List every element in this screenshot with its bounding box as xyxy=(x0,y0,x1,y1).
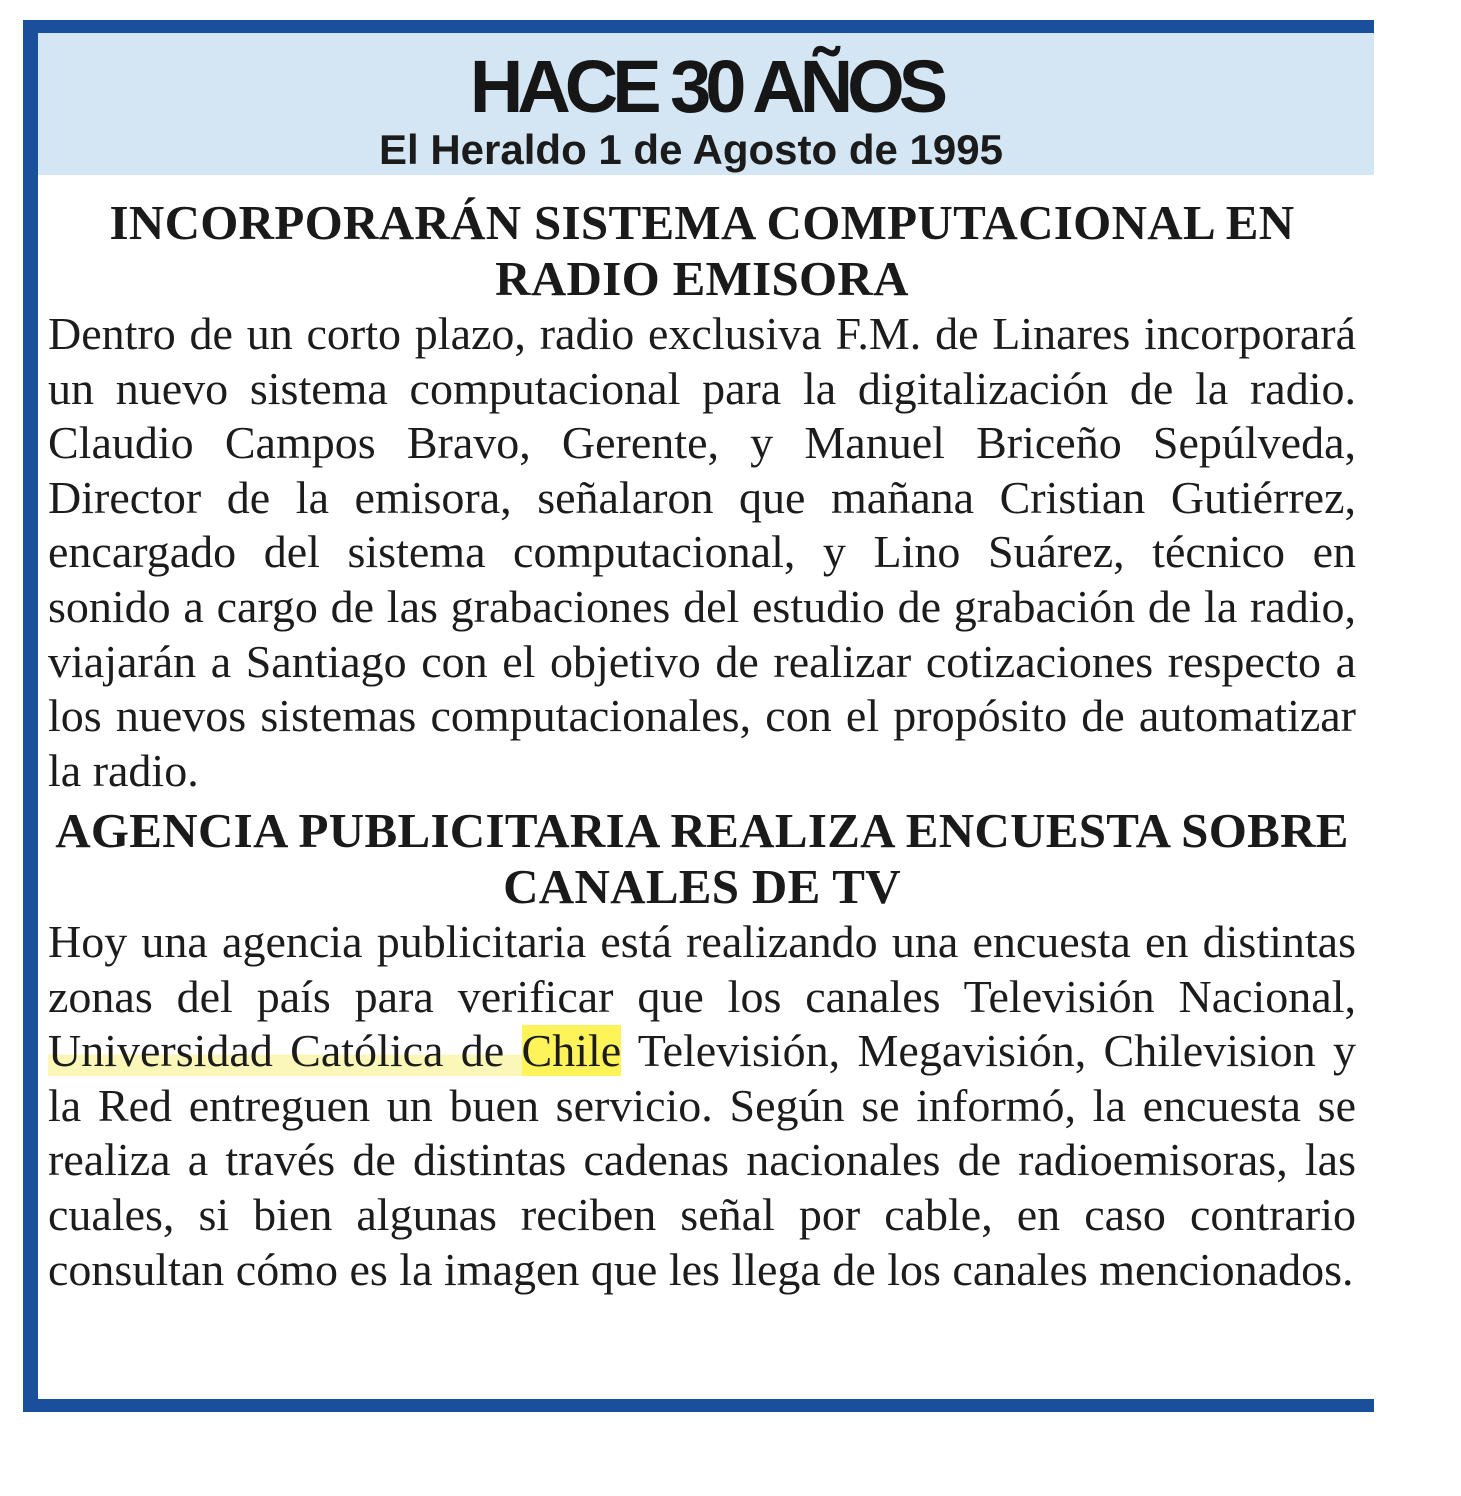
article-headline: INCORPORARÁN SISTEMA COMPUTACIONAL EN RADIO EMISORA xyxy=(109,195,1295,306)
article-tv xyxy=(48,803,1356,1297)
article-body: Dentro de un corto plazo, radio exclusiva F.M. de Linares incorporará un nuevo sistema computacional para la digitalización de la radio. Claudio Campos Bravo, Gerente, y Manuel Briceño Sepúlveda, Director de la emisora, señalaron que mañana Cristian Gutiérrez, encargado del sistema computacional, y Lino Suárez, técnico en sonido a cargo de las grabaciones del estudio de grabación de la radio, viajarán a Santiago con el objetivo de realizar cotizaciones respecto a los nuevos sistemas computacionales, con el propósito de automatizar la radio. xyxy=(48,308,1356,796)
news-box xyxy=(23,20,1374,1412)
article-headline: AGENCIA PUBLICITARIA REALIZA ENCUESTA SOBRE CANALES DE TV xyxy=(55,803,1349,914)
body-text: Hoy una agencia publicitaria está realizando una encuesta en distintas zonas del país para verificar que los canales Televisión Nacional, xyxy=(48,916,1356,1022)
article-radio xyxy=(48,195,1356,798)
highlighted-text-strong: Chile xyxy=(521,1025,622,1077)
body-text: Televisión, Megavisión, Chilevision y la Red entreguen un buen servicio. Según se informó, la encuesta se realiza a través de distintas cadenas nacionales de radioemisoras, las cuales, si bien algunas reciben señal por cable, en caso contrario consultan cómo es la imagen que les llega de los canales mencionados. xyxy=(48,1025,1356,1295)
highlighted-text: Universidad Católica de xyxy=(48,1025,522,1077)
article-body xyxy=(48,915,1356,1297)
section-title: HACE 30 AÑOS xyxy=(469,45,943,128)
dateline: El Heraldo 1 de Agosto de 1995 xyxy=(379,126,1003,173)
header-band xyxy=(38,33,1374,175)
